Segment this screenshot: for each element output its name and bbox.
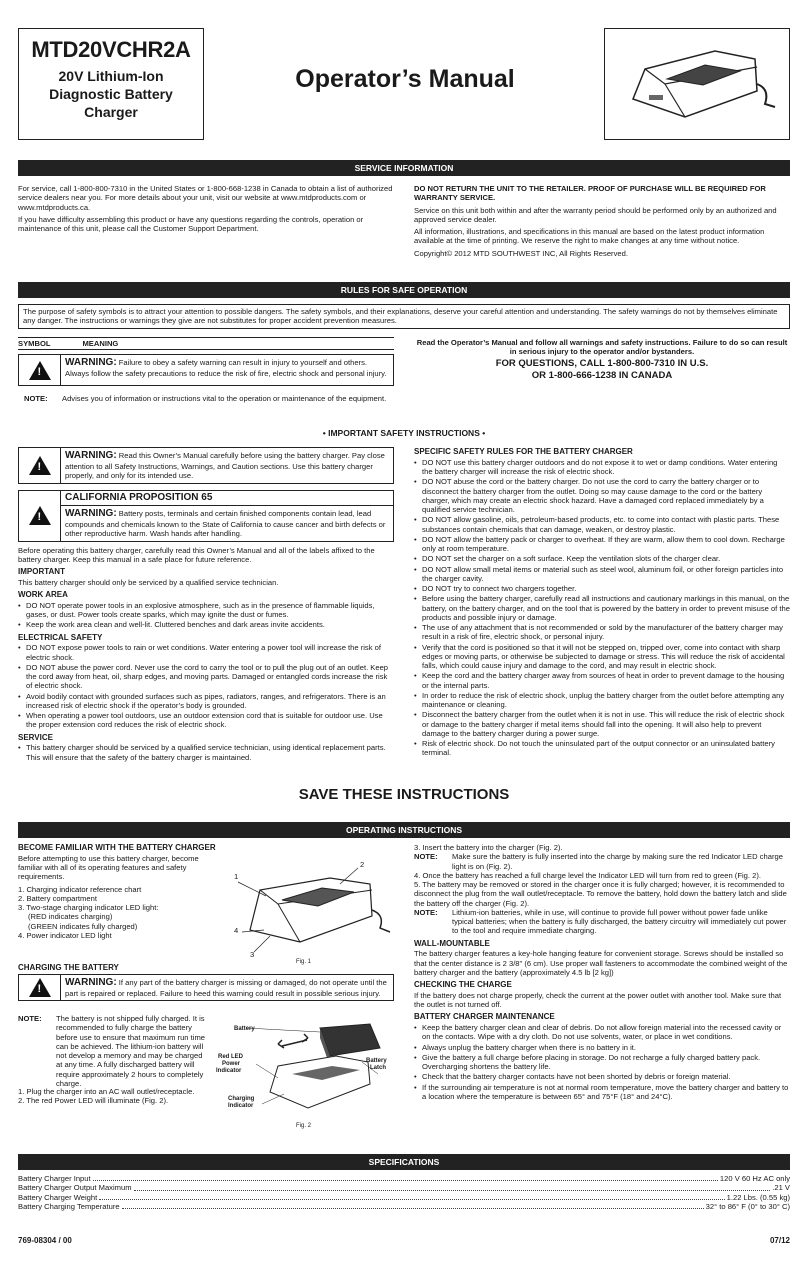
part-3-green: (GREEN indicates fully charged) [28,921,138,931]
prop65-text: Battery posts, terminals and certain finished components contain lead, lead compounds and chemicals known to the State of California to cause cancer and birth defects or other reproductive harm. Wash hands after handling. [65,508,386,539]
callout-3: 3 [250,950,255,959]
work-area-heading: WORK AREA [18,590,68,600]
wall-text: The battery charger features a key-hole hanging feature for convenient storage. Screws should be installed so that the center distance is 2 3/8" (6 cm). Use proper wall fasteners to accommodate the combined weight of the battery charger and the battery (approximately 4.5 lb [2 kg]) [414,949,788,977]
symbol-header [18,337,394,350]
list-item: • Disconnect the battery charger from the outlet when it is not in use. This will reduce the risk of electric shock or damage to the battery charger if metal items should fall into the opening. It will also help to prevent damage to the battery charger during a power surge. [414,710,790,738]
service-info-bar: SERVICE INFORMATION [18,160,790,176]
list-item: • This battery charger should be serviced by a qualified service technician, using identical replacement parts. This will ensure that the safety of the battery charger is maintained. [18,743,394,762]
service-right [414,184,790,261]
fig2-battery-label: Battery [234,1026,255,1032]
note-symbol-row [24,394,394,403]
spec-row [18,1202,790,1211]
check-text: If the battery does not charge properly, check the current at the power outlet with another tool. Make sure that the outlet is not turned off. [414,990,782,1009]
part-number: 769-08304 / 00 [18,1236,72,1245]
model-number: MTD20VCHR2A [31,37,191,62]
work-area-list [18,601,394,630]
list-item: • Always unplug the battery charger when there is no battery in it. [414,1043,790,1052]
warning-text: Read this Owner’s Manual carefully before using the battery charger. Pay close attention to all Safety Instructions, Warnings, and Caution sections. Use this battery charger properly, and only for its intended use. [65,451,385,481]
part-1: 1. Charging indicator reference chart [18,884,142,894]
fig2-latch-label-2: Latch [370,1065,387,1071]
fig2-illustration [212,1018,402,1126]
important-text: This battery charger should only be serviced by a qualified service technician. [18,577,279,587]
important-heading: • IMPORTANT SAFETY INSTRUCTIONS • [322,428,486,438]
prop65-title: CALIFORNIA PROPOSITION 65 [61,491,393,506]
list-item: • DO NOT allow gasoline, oils, petroleum-based products, etc. to come into contact with plastic parts. These substances contain chemicals that can damage, weaken, or destroy plastic. [414,515,790,534]
fig2-red-led-label: Red LED [218,1054,244,1060]
fig2-caption: Fig. 2 [296,1123,312,1129]
fig2-charging-label: Charging [228,1096,255,1102]
info-disclaimer: All information, illustrations, and specifications in this manual are based on the latest product information available at the time of printing. We reserve the right to make changes at any time without notice. [414,227,765,246]
note-meaning: Advises you of information or instructions vital to the operation or maintenance of the equipment. [62,394,387,403]
spec-value: 32° to 86° F (0° to 30° C) [705,1201,790,1211]
questions-us: FOR QUESTIONS, CALL 1-800-800-7310 IN U.S. [495,358,709,369]
spec-value: 120 V 60 Hz AC only [719,1174,790,1183]
before-operating: Before operating this battery charger, carefully read this Owner’s Manual and all of the labels affixed to the battery charger. Keep this manual in a safe place for future reference. [18,545,375,564]
service-list [18,743,394,762]
part-4: 4. Power indicator LED light [18,930,112,940]
spec-row [18,1193,790,1202]
no-return-notice: DO NOT RETURN THE UNIT TO THE RETAILER. PROOF OF PURCHASE WILL BE REQUIRED FOR WARRANTY SERVICE. [414,184,766,203]
important-left [18,447,394,763]
wall-heading: WALL-MOUNTABLE [414,938,490,948]
prop65-warning [18,490,394,542]
rules-bar: RULES FOR SAFE OPERATION [18,282,790,298]
list-item: • Keep the cord and the battery charger away from sources of heat in order to prevent damage to the housing or the internal parts. [414,671,790,690]
warning-triangle-icon: ! [29,506,51,525]
title-box [18,28,204,140]
warning-label: WARNING: [65,977,117,988]
part-3-red: (RED indicates charging) [28,912,113,922]
callout-1: 1 [234,872,239,881]
specific-rules [414,447,790,759]
list-item: • The use of any attachment that is not recommended or sold by the manufacturer of the battery charger may result in a risk of fire, electric shock, or personal injury. [414,623,790,642]
specifications-bar: SPECIFICATIONS [18,1154,790,1170]
warning-label: WARNING: [65,507,117,519]
operating-bar: OPERATING INSTRUCTIONS [18,822,790,838]
fig2-indicator-label: Indicator [216,1068,242,1074]
charger-illustration [605,29,788,138]
service-heading: SERVICE [18,732,53,742]
spec-value: .21 V [772,1183,790,1193]
spec-label: Battery Charger Input [18,1174,91,1183]
note-text: Make sure the battery is fully inserted into the charge by making sure the red Indicator LED charge light is on (Fig. 2). [452,852,783,871]
callout-2: 2 [360,860,365,869]
warning-symbol-row [18,354,394,386]
fig2-power-label: Power [222,1061,241,1067]
questions-canada: OR 1-800-666-1238 IN CANADA [531,370,673,381]
check-heading: CHECKING THE CHARGE [414,980,512,989]
list-item: • DO NOT abuse the cord or the battery charger. Do not use the cord to carry the battery charger or to disconnect the battery charger from the outlet. Doing so may cause damage to the cord or the battery charger, which may create an electric shock hazard. Have a damaged cord replaced immediately by a qualified service technician. [414,477,790,514]
list-item: • Keep the battery charger clean and clear of debris. Do not allow foreign material into the recessed cavity or on the contacts. Wipe with a dry cloth. Do not use solvents, water, or place in wet conditions. [414,1023,790,1042]
electrical-safety-heading: ELECTRICAL SAFETY [18,632,103,642]
list-item: • DO NOT try to connect two chargers together. [414,584,790,593]
spec-label: Battery Charger Weight [18,1192,98,1202]
list-item: • Risk of electric shock. Do not touch the uninsulated part of the output connector or an uninsulated battery terminal. [414,739,790,758]
service-text-1: For service, call 1-800-800-7310 in the United States or 1-800-668-1238 in Canada to obtain a list of authorized service dealers near you. For more details about your unit, visit our website at www.mtdproducts.com or www.mtdproducts.ca. [18,184,393,212]
note-label: NOTE: [24,394,48,403]
note-label: NOTE: [18,1014,42,1023]
save-instructions: SAVE THESE INSTRUCTIONS [298,786,510,803]
part-2: 2. Battery compartment [18,893,97,903]
specific-list [414,458,790,758]
product-image [604,28,790,140]
steps-left [18,1087,208,1106]
specific-heading: SPECIFIC SAFETY RULES FOR THE BATTERY CHARGER [414,447,633,456]
read-manual-notice: Read the Operator’s Manual and follow all warnings and safety instructions. Failure to do so can result in serious injury to the operator and/or bystanders. [416,338,788,357]
list-item: • Check that the battery charger contacts have not been shorted by debris or foreign material. [414,1072,790,1081]
note-label: NOTE: [414,852,438,862]
fig1-caption: Fig. 1 [296,959,312,965]
list-item: • DO NOT use this battery charger outdoors and do not expose it to wet or damp conditions. Water entering the battery charger will increase the risk of electric shock. [414,458,790,477]
fig2-latch-label-1: Battery [366,1058,387,1064]
note-text: The battery is not shipped fully charged. It is recommended to fully charge the battery before use to ensure that maximum run time can be achieved. The lithium-ion battery will not develop a memory and may be charged at any time. A fully discharged battery will require approximately 2 hours to completely charge. [56,1014,205,1088]
manual-warning [18,447,394,484]
part-3: 3. Two-stage charging indicator LED light: [18,903,159,912]
warning-label: WARNING: [65,357,117,368]
familiar-text: Before attempting to use this battery charger, become familiar with all of its operating features and safety requirements. [18,853,199,882]
step-4: 4. Once the battery has reached a full charge level the Indicator LED will turn from red to green (Fig. 2). [414,870,761,880]
list-item: • Avoid bodily contact with grounded surfaces such as pipes, radiators, ranges, and refrigerators. There is an increased risk of electric shock if the operator’s body is grounded. [18,692,394,711]
step-2: 2. The red Power LED will illuminate (Fig. 2). [18,1096,169,1106]
operating-right [414,843,790,1102]
familiar-section [18,843,218,940]
product-subtitle-3: Charger [84,104,138,121]
charging-heading: CHARGING THE BATTERY [18,963,119,972]
service-text-2: If you have difficulty assembling this product or have any questions regarding the controls, operation or maintenance of this unit, please call the Customer Support Department. [18,214,364,233]
step-3: 3. Insert the battery into the charger (Fig. 2). [414,843,563,852]
list-item: • Give the battery a full charge before placing in storage. Do not recharge a fully charged battery pack. Overcharging shortens the battery life. [414,1053,790,1072]
symbol-col-label: SYMBOL [18,339,51,348]
warning-triangle-icon: ! [29,361,51,380]
list-item: • DO NOT expose power tools to rain or wet conditions. Water entering a power tool will increase the risk of electric shock. [18,643,394,662]
warning-text: If any part of the battery charger is missing or damaged, do not operate until the part is repaired or replaced. Failure to heed this warning could result in possible serious injury. [65,978,387,999]
list-item: • DO NOT set the charger on a soft surface. Keep the ventilation slots of the charger clear. [414,554,790,563]
list-item: • DO NOT allow small metal items or material such as steel wool, aluminum foil, or other foreign particles into the charger cavity. [414,565,790,584]
warning-triangle-icon: ! [29,456,51,475]
service-dealer-text: Service on this unit both within and after the warranty period should be performed only by an authorized and approved service dealer. [414,205,777,224]
spec-table [18,1174,790,1211]
spec-label: Battery Charger Output Maximum [18,1183,132,1193]
spec-row [18,1183,790,1192]
charging-note [18,1014,210,1088]
list-item: • When operating a power tool outdoors, use an outdoor extension cord that is suitable for outdoor use. Use the proper extension cord reduces the risk of electric shock. [18,711,394,730]
print-date: 07/12 [769,1236,790,1245]
product-subtitle-2: Diagnostic Battery [49,86,173,103]
list-item: • Keep the work area clean and well-lit. Cluttered benches and dark areas invite accidents. [18,620,394,629]
service-left [18,184,394,236]
product-subtitle-1: 20V Lithium-Ion [58,67,164,84]
step-1: 1. Plug the charger into an AC wall outlet/receptacle. [18,1087,195,1096]
meaning-col-label: MEANING [82,339,119,348]
maintenance-heading: BATTERY CHARGER MAINTENANCE [414,1012,555,1022]
note-text: Lithium-ion batteries, while in use, will continue to provide full power without power fade unlike typical batteries; when the battery is fully discharged, the battery circuitry will immediately cut power to the tool and require immediate charging. [452,907,787,936]
maintenance-list [414,1023,790,1101]
list-item: • DO NOT allow the battery pack or charger to overheat. If they are warm, allow them to cool down. Recharge only at room temperature. [414,535,790,554]
charger-figure-icon [230,860,400,965]
spec-value: 1.22 Lbs. (0.55 kg) [726,1192,790,1202]
note-label: NOTE: [414,907,438,917]
safety-intro: The purpose of safety symbols is to attract your attention to possible dangers. The safety symbols, and their explanations, deserve your careful attention and understanding. The safety warnings do not by themselves eliminate any danger. The instructions or warnings they give are not substitutes for proper accident prevention measures. [18,304,790,329]
spec-row [18,1174,790,1183]
step-5: 5. The battery may be removed or stored in the charger once it is fully charged; however, it is recommended to disconnect the plug from the wall outlet/receptacle. To remove the battery, hold down the battery latch and slide the battery off the charger (Fig. 2). [414,880,787,908]
copyright: Copyright© 2012 MTD SOUTHWEST INC, All Rights Reserved. [414,248,628,258]
manual-title: Operator’s Manual [295,65,515,93]
fig1-illustration [230,860,400,965]
charging-warning [18,974,394,1001]
warning-triangle-icon: ! [29,978,51,997]
warning-label: WARNING: [65,450,117,461]
list-item: • In order to reduce the risk of electric shock, unplug the battery charger from the outlet before attempting any maintenance or cleaning. [414,691,790,710]
warning-meaning: Failure to obey a safety warning can result in injury to yourself and others. Always follow the safety precautions to reduce the risk of fire, electric shock and personal injury. [65,358,387,379]
list-item: • DO NOT abuse the power cord. Never use the cord to carry the tool or to pull the plug out of an outlet. Keep the cord away from heat, oil, sharp edges, and moving parts. Damaged or entangled cords increase the risk of electric shock. [18,663,394,691]
spec-label: Battery Charging Temperature [18,1201,120,1211]
fig2-charging-indicator-label: Indicator [228,1103,254,1109]
familiar-heading: BECOME FAMILIAR WITH THE BATTERY CHARGER [18,843,216,852]
list-item: • DO NOT operate power tools in an explosive atmosphere, such as in the presence of flammable liquids, gases, or dust. Power tools create sparks, which may ignite the dust or fumes. [18,601,394,620]
list-item: • Verify that the cord is positioned so that it will not be stepped on, tripped over, come into contact with sharp edges or moving parts, or otherwise be subjected to damage or stress. This will reduce the risk of accidental falls, which could cause injury and damage to the cord, and may result in electric shock. [414,643,790,671]
important-subhead: IMPORTANT [18,567,65,577]
list-item: • If the surrounding air temperature is not at normal room temperature, move the battery charger and battery to a location where the temperature is between 65° and 75°F (18° and 24°C). [414,1083,790,1102]
electrical-list [18,643,394,729]
callout-4: 4 [234,926,239,935]
list-item: • Before using the battery charger, carefully read all instructions and cautionary markings in this manual, on the battery, on the battery charger, and on the tool that is powered by the battery in order to prevent misuse of the products and possible injury or damage. [414,594,790,622]
